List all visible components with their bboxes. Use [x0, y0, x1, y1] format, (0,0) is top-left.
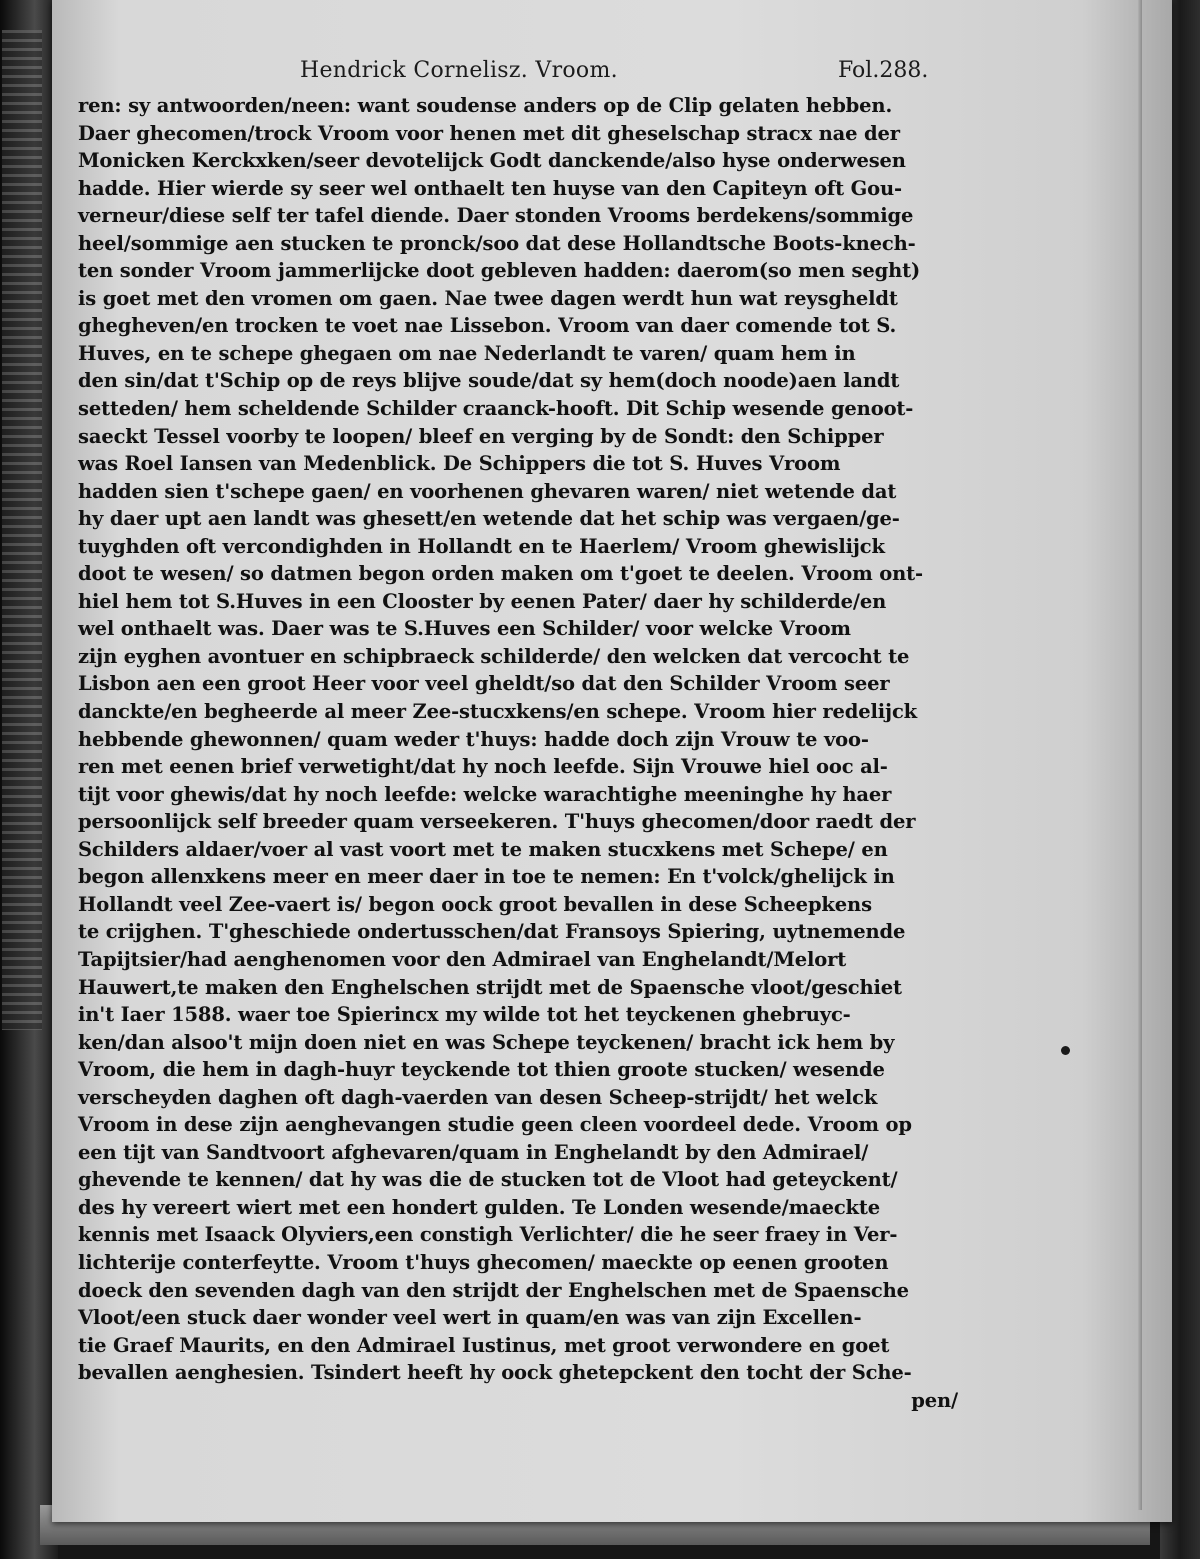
text-line: persoonlijck self breeder quam verseekeren. T'huys ghecomen/door raedt der [78, 810, 916, 834]
text-line: Vroom, die hem in dagh-huyr teyckende tot thien groote stucken/ wesende [78, 1058, 885, 1082]
text-line: setteden/ hem scheldende Schilder craanck-hooft. Dit Schip wesende genoot- [78, 397, 914, 421]
text-line: Huves, en te schepe ghegaen om nae Nederlandt te varen/ quam hem in [78, 341, 856, 365]
text-line: ghevende te kennen/ dat hy was die de stucken tot de Vloot had geteyckent/ [78, 1168, 898, 1192]
text-line: heel/sommige aen stucken te pronck/soo dat dese Hollandtsche Boots-knech- [78, 231, 916, 255]
folio-number: Fol.288. [838, 58, 929, 83]
text-line: zijn eyghen avontuer en schipbraeck schilderde/ den welcken dat vercocht te [78, 644, 910, 668]
body-text [78, 92, 958, 1414]
text-line: ken/dan alsoo't mijn doen niet en was Schepe teyckenen/ bracht ick hem by [78, 1030, 895, 1054]
text-line: lichterije conterfeytte. Vroom t'huys ghecomen/ maeckte op eenen grooten [78, 1250, 889, 1274]
text-line: hadden sien t'schepe gaen/ en voorhenen ghevaren waren/ niet wetende dat [78, 479, 897, 503]
text-line: Tapijtsier/had aenghenomen voor den Admirael van Enghelandt/Melort [78, 947, 847, 971]
text-line: ren met eenen brief verwetight/dat hy noch leefde. Sijn Vrouwe hiel ooc al- [78, 755, 888, 779]
text-line: Hollandt veel Zee-vaert is/ begon oock groot bevallen in dese Scheepkens [78, 892, 872, 916]
text-line: ghegheven/en trocken te voet nae Lissebon. Vroom van daer comende tot S. [78, 314, 897, 338]
page-header [52, 58, 1172, 90]
text-line: ten sonder Vroom jammerlijcke doot gebleven hadden: daerom(so men seght) [78, 259, 921, 283]
adjacent-page-edge [2, 30, 42, 1030]
text-line: doot te wesen/ so datmen begon orden maken om t'goet te deelen. Vroom ont- [78, 562, 923, 586]
text-line: tijt voor ghewis/dat hy noch leefde: welcke warachtighe meeninghe hy haer [78, 782, 892, 806]
text-line: verscheyden daghen oft dagh-vaerden van desen Scheep-strijdt/ het welck [78, 1085, 878, 1109]
text-line: saeckt Tessel voorby te loopen/ bleef en verging by de Sondt: den Schipper [78, 424, 884, 448]
text-line: Vroom in dese zijn aenghevangen studie geen cleen voordeel dede. Vroom op [78, 1113, 912, 1137]
text-line: te crijghen. T'gheschiede ondertusschen/dat Fransoys Spiering, uytnemende [78, 920, 906, 944]
text-line: hadde. Hier wierde sy seer wel onthaelt ten huyse van den Capiteyn oft Gou- [78, 176, 902, 200]
text-line: Monicken Kerckxken/seer devotelijck Godt danckende/also hyse onderwesen [78, 149, 906, 173]
text-line: hebbende ghewonnen/ quam weder t'huys: hadde doch zijn Vrouw te voo- [78, 727, 869, 751]
text-line: hy daer upt aen landt was ghesett/en wetende dat het schip was vergaen/ge- [78, 507, 900, 531]
text-line: tie Graef Maurits, en den Admirael Iustinus, met groot verwondere en goet [78, 1333, 890, 1357]
text-line: wel onthaelt was. Daer was te S.Huves een Schilder/ voor welcke Vroom [78, 617, 851, 641]
running-head: Hendrick Cornelisz. Vroom. [300, 58, 618, 83]
text-line: ren: sy antwoorden/neen: want soudense anders op de Clip gelaten hebben. [78, 94, 893, 117]
text-line: hiel hem tot S.Huves in een Clooster by eenen Pater/ daer hy schilderde/en [78, 589, 887, 613]
book-page [52, 0, 1172, 1522]
text-line: verneur/diese self ter tafel diende. Daer stonden Vrooms berdekens/sommige [78, 204, 914, 228]
text-line: pen/ [911, 1388, 958, 1412]
text-line: Schilders aldaer/voer al vast voort met te maken stucxkens met Schepe/ en [78, 837, 888, 861]
text-line: Hauwert,te maken den Enghelschen strijdt met de Spaensche vloot/geschiet [78, 975, 902, 999]
text-line: in't Iaer 1588. waer toe Spierincx my wilde tot het teyckenen ghebruyc- [78, 1003, 851, 1027]
text-line: Vloot/een stuck daer wonder veel wert in quam/en was van zijn Excellen- [78, 1306, 862, 1330]
text-line: kennis met Isaack Olyviers,een constigh Verlichter/ die he seer fraey in Ver- [78, 1223, 898, 1247]
text-line: doeck den sevenden dagh van den strijdt der Enghelschen met de Spaensche [78, 1278, 909, 1302]
text-line: is goet met den vromen om gaen. Nae twee dagen werdt hun wat reysgheldt [78, 286, 898, 310]
text-line: des hy vereert wiert met een hondert gulden. Te Londen wesende/maeckte [78, 1195, 881, 1219]
text-line: tuyghden oft vercondighden in Hollandt en te Haerlem/ Vroom ghewislijck [78, 534, 885, 558]
ink-spot [1061, 1046, 1070, 1055]
text-line: den sin/dat t'Schip op de reys blijve soude/dat sy hem(doch noode)aen landt [78, 369, 900, 393]
text-line: Lisbon aen een groot Heer voor veel gheldt/so dat den Schilder Vroom seer [78, 672, 890, 696]
text-line: bevallen aenghesien. Tsindert heeft hy oock ghetepckent den tocht der Sche- [78, 1361, 912, 1385]
book-binding [0, 0, 58, 1559]
text-line: Daer ghecomen/trock Vroom voor henen met dit gheselschap stracx nae der [78, 121, 900, 145]
page-crease [1138, 0, 1142, 1510]
text-line: een tijt van Sandtvoort afghevaren/quam in Enghelandt by den Admirael/ [78, 1140, 869, 1164]
text-line: was Roel Iansen van Medenblick. De Schippers die tot S. Huves Vroom [78, 452, 841, 476]
text-line: begon allenxkens meer en meer daer in toe te nemen: En t'volck/ghelijck in [78, 865, 895, 889]
text-line: danckte/en begheerde al meer Zee-stucxkens/en schepe. Vroom hier redelijck [78, 700, 918, 724]
